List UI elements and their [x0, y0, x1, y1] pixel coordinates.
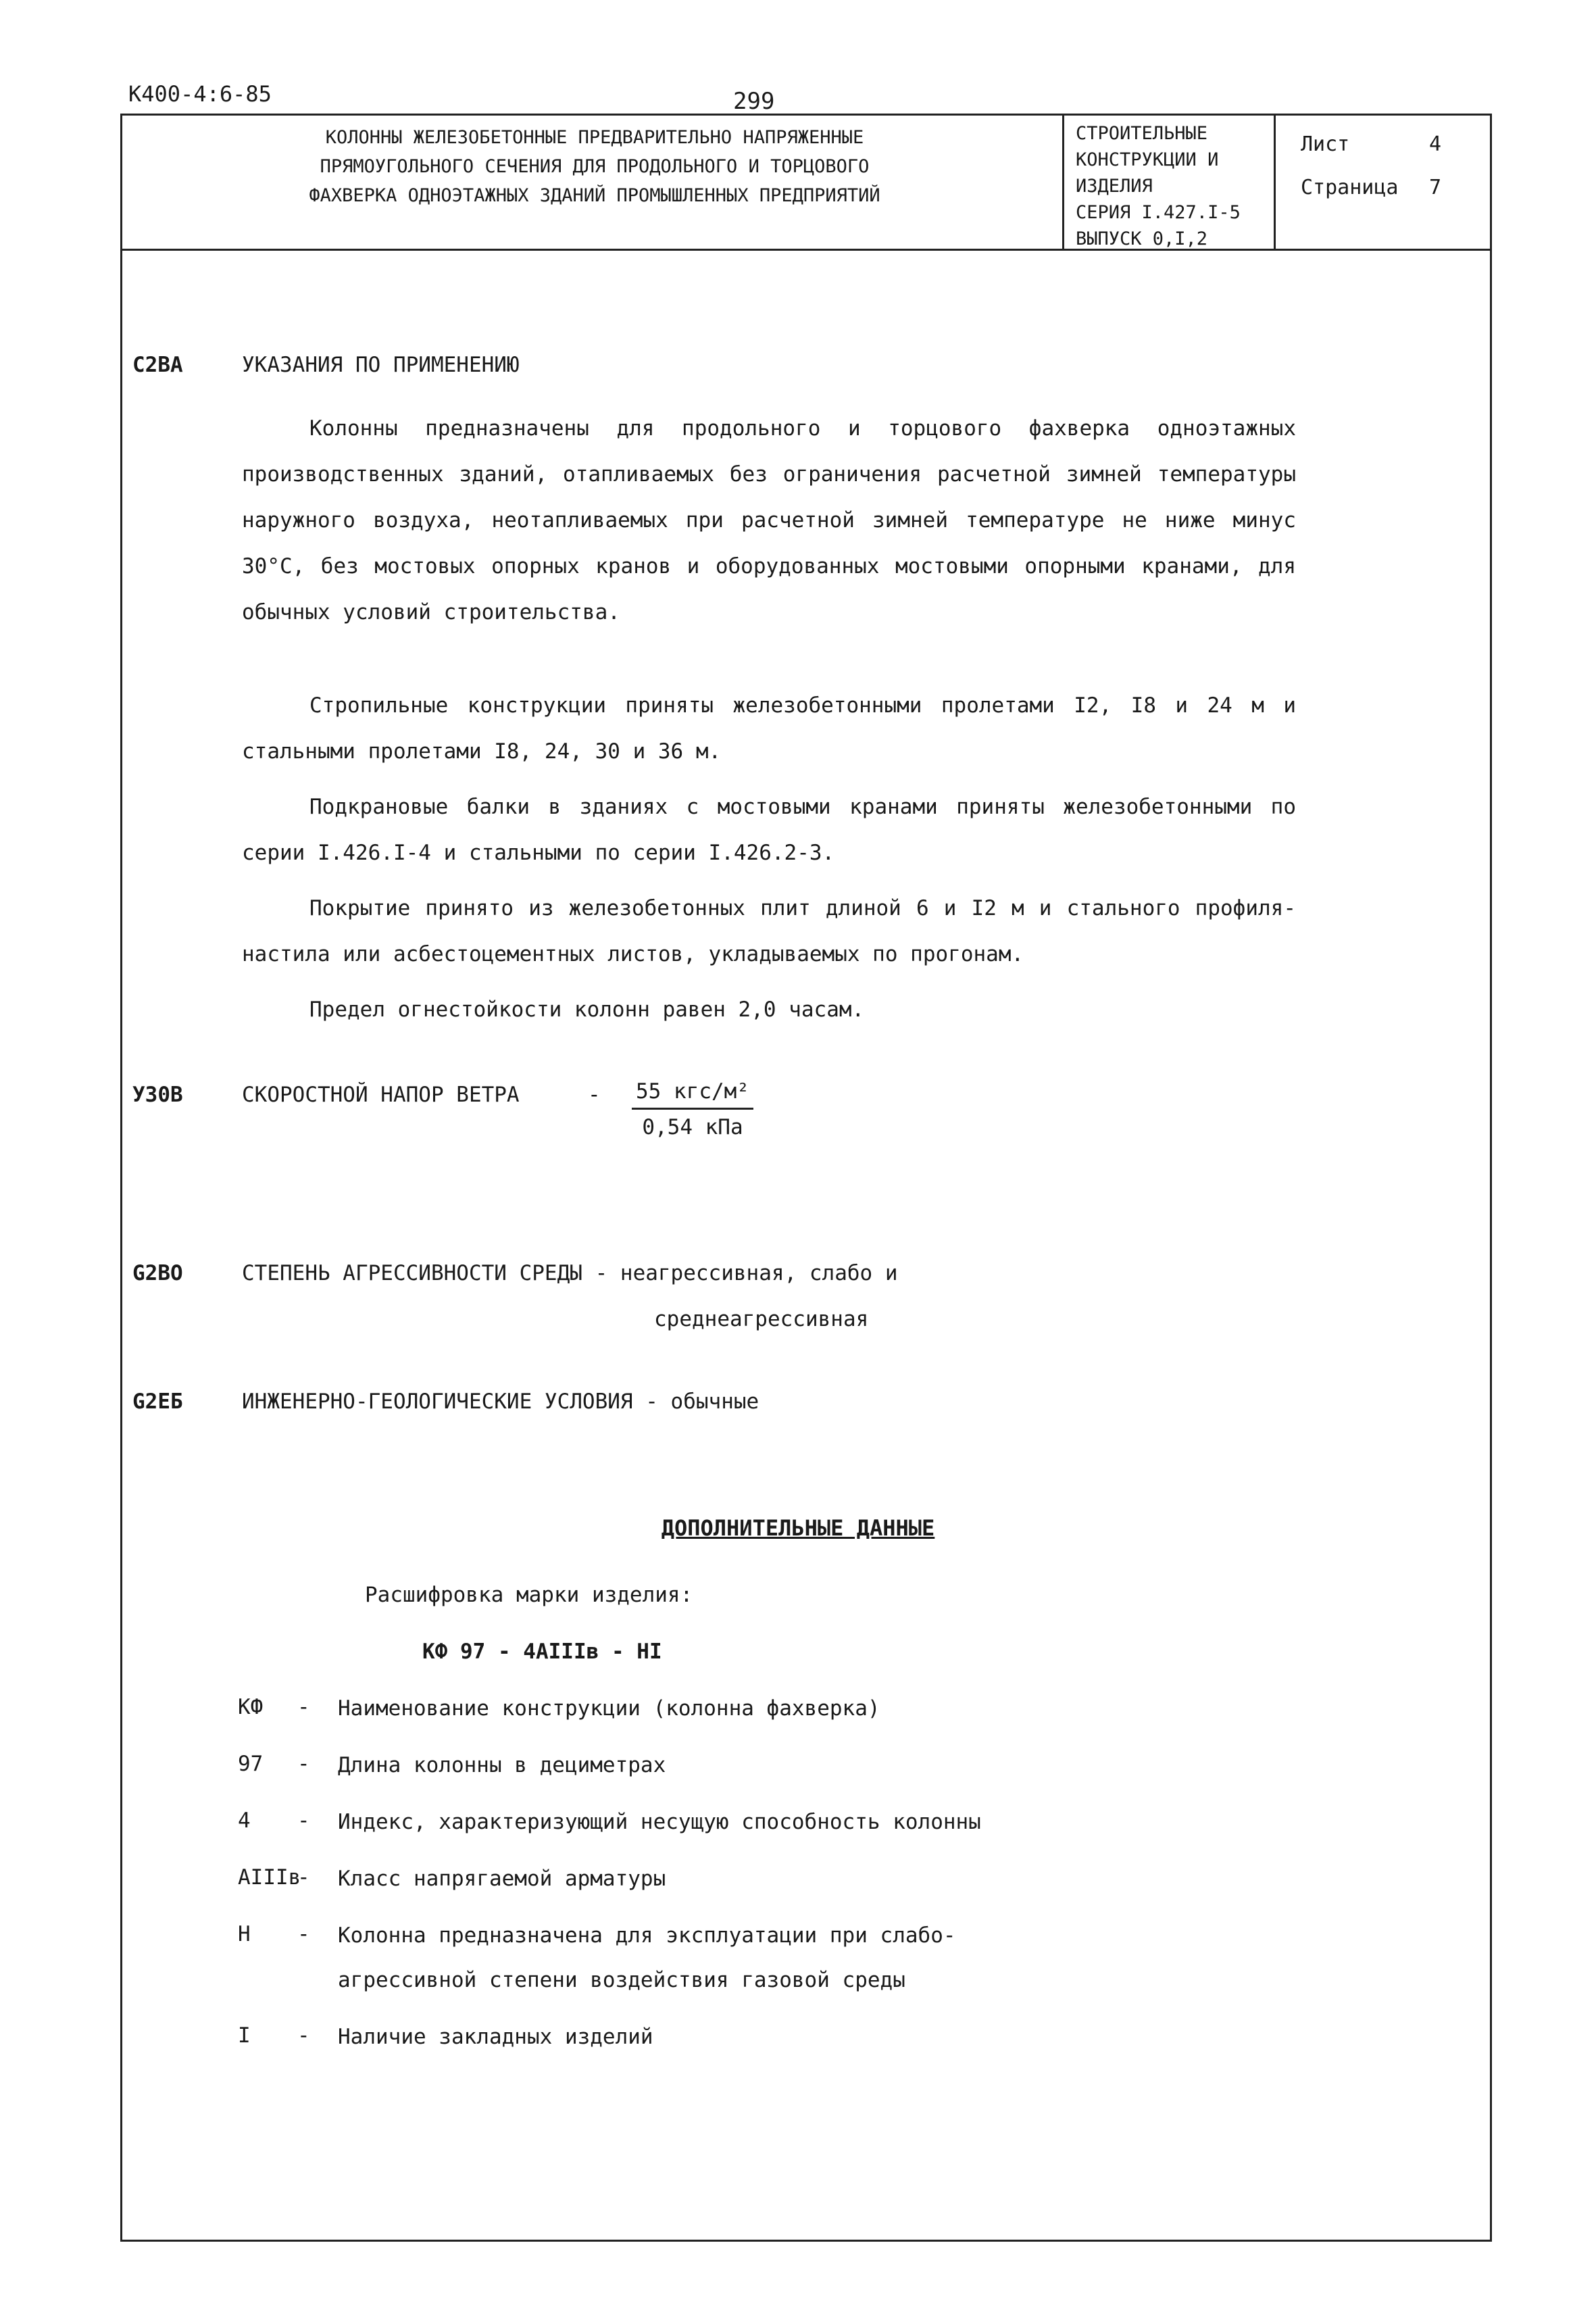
document-title — [135, 123, 1054, 210]
legend-dash: - — [297, 1865, 310, 1890]
aggression-text: СТЕПЕНЬ АГРЕССИВНОСТИ СРЕДЫ - неагрессивная, слабо и — [242, 1261, 898, 1285]
wind-dash: - — [588, 1083, 601, 1107]
legend-description: Колонна предназначена для эксплуатации при слабо-агрессивной степени воздействия газовой среды — [338, 1923, 956, 1992]
section-code-wind: У30В — [132, 1083, 183, 1107]
frame-top-border — [120, 114, 1492, 116]
page-number: 299 — [733, 88, 775, 115]
paragraph-purpose: Колонны предназначены для продольного и торцового фахверка одноэтажных производственных зданий, отапливаемых без ограничения расчетной зимней температуры наружного воздуха, неотапливаемых при расчетной зимней температуре не ниже минус 30°С, без мостовых опорных кранов и оборудованных мостовыми опорными кранами, для обычных условий строительства. — [242, 416, 1296, 624]
series-line: ИЗДЕЛИЯ — [1076, 176, 1153, 197]
series-line: ВЫПУСК 0,I,2 — [1076, 228, 1208, 249]
frame-left-border — [120, 114, 122, 2241]
legend-code: АIIIв — [238, 1865, 301, 1890]
legend-code: I — [238, 2023, 251, 2048]
section-heading-application: УКАЗАНИЯ ПО ПРИМЕНЕНИЮ — [242, 353, 520, 377]
legend-dash: - — [297, 1922, 310, 1946]
geology-text: ИНЖЕНЕРНО-ГЕОЛОГИЧЕСКИЕ УСЛОВИЯ - обычные — [242, 1389, 759, 1414]
product-mark: КФ 97 - 4АIIIв - НI — [422, 1640, 662, 1664]
frame-bottom-border — [120, 2240, 1492, 2242]
series-line: СТРОИТЕЛЬНЫЕ — [1076, 123, 1208, 144]
decoding-title: Расшифровка марки изделия: — [365, 1583, 693, 1607]
header-separator — [120, 249, 1492, 251]
legend-description: Наименование конструкции (колонна фахверка) — [338, 1696, 880, 1721]
legend-dash: - — [297, 1695, 310, 1719]
section-code-geology: G2ЕБ — [132, 1389, 183, 1414]
page-value: 7 — [1429, 176, 1442, 199]
legend-description: Индекс, характеризующий несущую способность колонны — [338, 1810, 981, 1834]
wind-pressure-kpa: 0,54 кПа — [642, 1115, 743, 1139]
series-line: КОНСТРУКЦИИ И — [1076, 149, 1219, 170]
paragraph-roof-trusses: Стропильные конструкции приняты железобетонными пролетами I2, I8 и 24 м и стальными пролетами I8, 24, 30 и 36 м. — [242, 693, 1296, 764]
legend-code: 4 — [238, 1808, 251, 1833]
aggression-continuation: среднеагрессивная — [654, 1307, 869, 1331]
paragraph-roofing: Покрытие принято из железобетонных плит длиной 6 и I2 м и стального профиля-настила или асбестоцементных листов, укладываемых по прогонам. — [242, 896, 1296, 966]
wind-label: СКОРОСТНОЙ НАПОР ВЕТРА — [242, 1083, 520, 1107]
paragraph-fire-resistance: Предел огнестойкости колонн равен 2,0 часам. — [309, 998, 865, 1022]
legend-dash: - — [297, 2023, 310, 2048]
frame-right-border — [1490, 114, 1492, 2241]
sheet-label: Лист — [1301, 132, 1350, 156]
wind-pressure-kgf: 55 кгс/м² — [632, 1079, 753, 1110]
title-line: ПРЯМОУГОЛЬНОГО СЕЧЕНИЯ ДЛЯ ПРОДОЛЬНОГО И ТОРЦОВОГО — [320, 156, 870, 177]
title-line: КОЛОННЫ ЖЕЛЕЗОБЕТОННЫЕ ПРЕДВАРИТЕЛЬНО НАПРЯЖЕННЫЕ — [325, 127, 864, 148]
series-line: СЕРИЯ I.427.I-5 — [1076, 202, 1241, 223]
legend-description: Наличие закладных изделий — [338, 2025, 653, 2049]
section-code-aggression: G2ВО — [132, 1261, 183, 1285]
legend-dash: - — [297, 1808, 310, 1833]
wind-pressure-fraction — [632, 1079, 753, 1139]
legend-description: Длина колонны в дециметрах — [338, 1753, 666, 1777]
document-code: К400-4:6-85 — [128, 81, 272, 107]
section-code-application: С2ВА — [132, 353, 183, 377]
sheet-value: 4 — [1429, 132, 1442, 156]
page-label: Страница — [1301, 176, 1399, 199]
header-divider-1 — [1062, 114, 1064, 249]
legend-description: Класс напрягаемой арматуры — [338, 1867, 666, 1891]
series-info — [1076, 120, 1268, 252]
legend-dash: - — [297, 1752, 310, 1776]
legend-code: КФ — [238, 1695, 264, 1719]
title-line: ФАХВЕРКА ОДНОЭТАЖНЫХ ЗДАНИЙ ПРОМЫШЛЕННЫХ ПРЕДПРИЯТИЙ — [309, 185, 880, 206]
legend-code: 97 — [238, 1752, 264, 1776]
header-divider-2 — [1274, 114, 1276, 249]
additional-data-heading: ДОПОЛНИТЕЛЬНЫЕ ДАННЫЕ — [661, 1515, 935, 1541]
legend-code: Н — [238, 1922, 251, 1946]
paragraph-crane-beams: Подкрановые балки в зданиях с мостовыми кранами приняты железобетонными по серии I.426.I-4 и стальными по серии I.426.2-3. — [242, 795, 1296, 865]
